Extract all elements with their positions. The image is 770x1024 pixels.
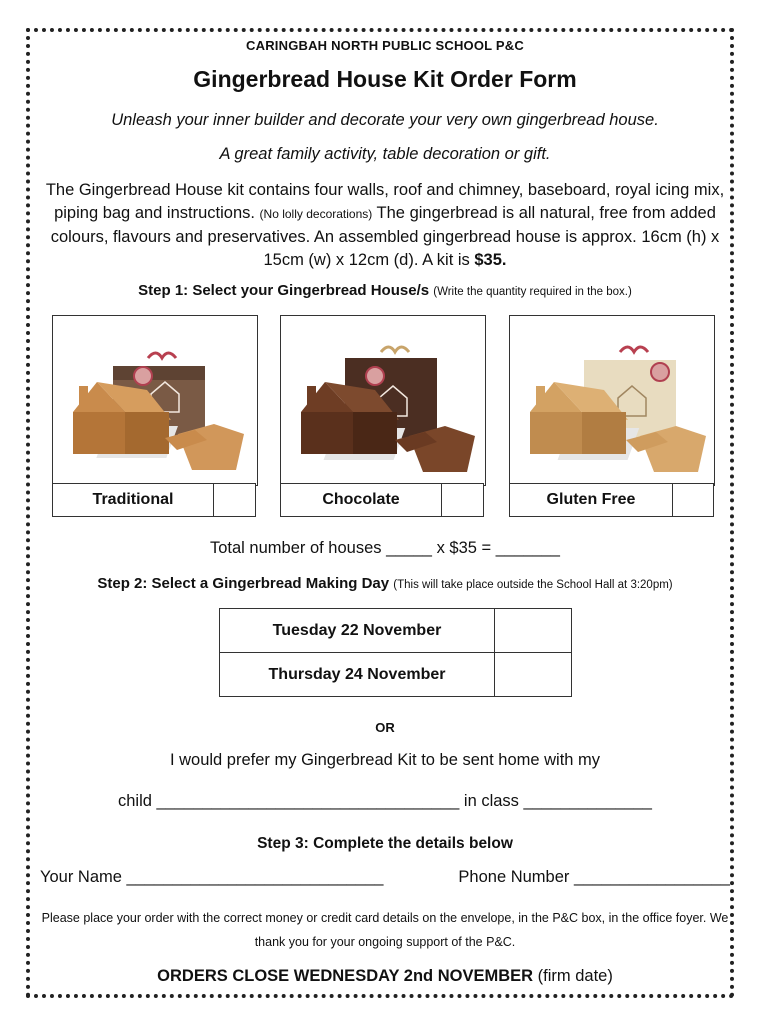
gingerbread-kit-illustration bbox=[281, 316, 485, 485]
child-class-field[interactable]: child _________________________________ in class ______________ bbox=[117, 792, 652, 810]
making-day-table bbox=[219, 608, 572, 697]
day-option-tuesday: Tuesday 22 November bbox=[220, 609, 495, 653]
kit-gluten-free-photo bbox=[509, 315, 715, 486]
payment-note: Please place your order with the correct money or credit card details on the envelope, in the P&C box, in the office foyer. We thank you for your ongoing support of the P&C. bbox=[41, 911, 729, 949]
your-name-field[interactable]: Your Name ____________________________ bbox=[40, 868, 384, 886]
day-checkbox-thursday[interactable] bbox=[495, 653, 572, 697]
kit-description bbox=[36, 179, 734, 272]
or-divider: OR bbox=[375, 720, 395, 735]
kit-label-chocolate: Chocolate bbox=[280, 483, 442, 517]
firm-date-text: (firm date) bbox=[533, 967, 613, 985]
gingerbread-kit-illustration bbox=[510, 316, 714, 485]
quantity-box-traditional[interactable] bbox=[213, 483, 256, 517]
phone-number-field[interactable]: Phone Number _________________ bbox=[458, 868, 730, 886]
subtitle-2: A great family activity, table decoration or gift. bbox=[219, 145, 551, 163]
step2-note: (This will take place outside the School Hall at 3:20pm) bbox=[393, 579, 673, 591]
total-houses-line[interactable]: Total number of houses _____ x $35 = _______ bbox=[210, 539, 560, 557]
kit-label-gluten-free: Gluten Free bbox=[509, 483, 673, 517]
step3-heading: Step 3: Complete the details below bbox=[257, 835, 513, 852]
send-home-text: I would prefer my Gingerbread Kit to be sent home with my bbox=[169, 751, 601, 769]
quantity-box-chocolate[interactable] bbox=[441, 483, 484, 517]
day-option-thursday: Thursday 24 November bbox=[220, 653, 495, 697]
description-text-1: The Gingerbread House kit contains four walls, roof and chimney, baseboard, royal icing mix, piping bag and instructions. bbox=[45, 181, 725, 222]
description-small-note: (No lolly decorations) bbox=[259, 207, 373, 221]
subtitle-1: Unleash your inner builder and decorate your very own gingerbread house. bbox=[111, 111, 659, 129]
orders-close-notice bbox=[0, 967, 770, 986]
kit-chocolate-photo bbox=[280, 315, 486, 486]
step1-note: (Write the quantity required in the box.) bbox=[433, 286, 632, 298]
kit-traditional-photo bbox=[52, 315, 258, 486]
kit-price: $35. bbox=[474, 251, 507, 269]
quantity-box-gluten-free[interactable] bbox=[672, 483, 714, 517]
day-row bbox=[220, 609, 572, 653]
day-row bbox=[220, 653, 572, 697]
form-title: Gingerbread House Kit Order Form bbox=[193, 66, 577, 92]
step1-heading bbox=[0, 282, 770, 299]
orders-close-bold: ORDERS CLOSE WEDNESDAY 2nd NOVEMBER bbox=[157, 967, 534, 985]
gingerbread-kit-illustration bbox=[53, 316, 257, 485]
step2-heading bbox=[0, 575, 770, 592]
step1-label: Step 1: Select your Gingerbread House/s bbox=[138, 282, 430, 299]
contact-details-row bbox=[40, 868, 730, 887]
school-name: CARINGBAH NORTH PUBLIC SCHOOL P&C bbox=[246, 38, 524, 53]
description-text-2: The gingerbread is all natural, free from added colours, flavours and preservatives. An assembled gingerbread house is approx. 16cm (h) x 15cm (w) x 12cm (d). A kit is bbox=[50, 204, 720, 269]
step2-label: Step 2: Select a Gingerbread Making Day bbox=[97, 575, 390, 592]
day-checkbox-tuesday[interactable] bbox=[495, 609, 572, 653]
kit-label-traditional: Traditional bbox=[52, 483, 214, 517]
